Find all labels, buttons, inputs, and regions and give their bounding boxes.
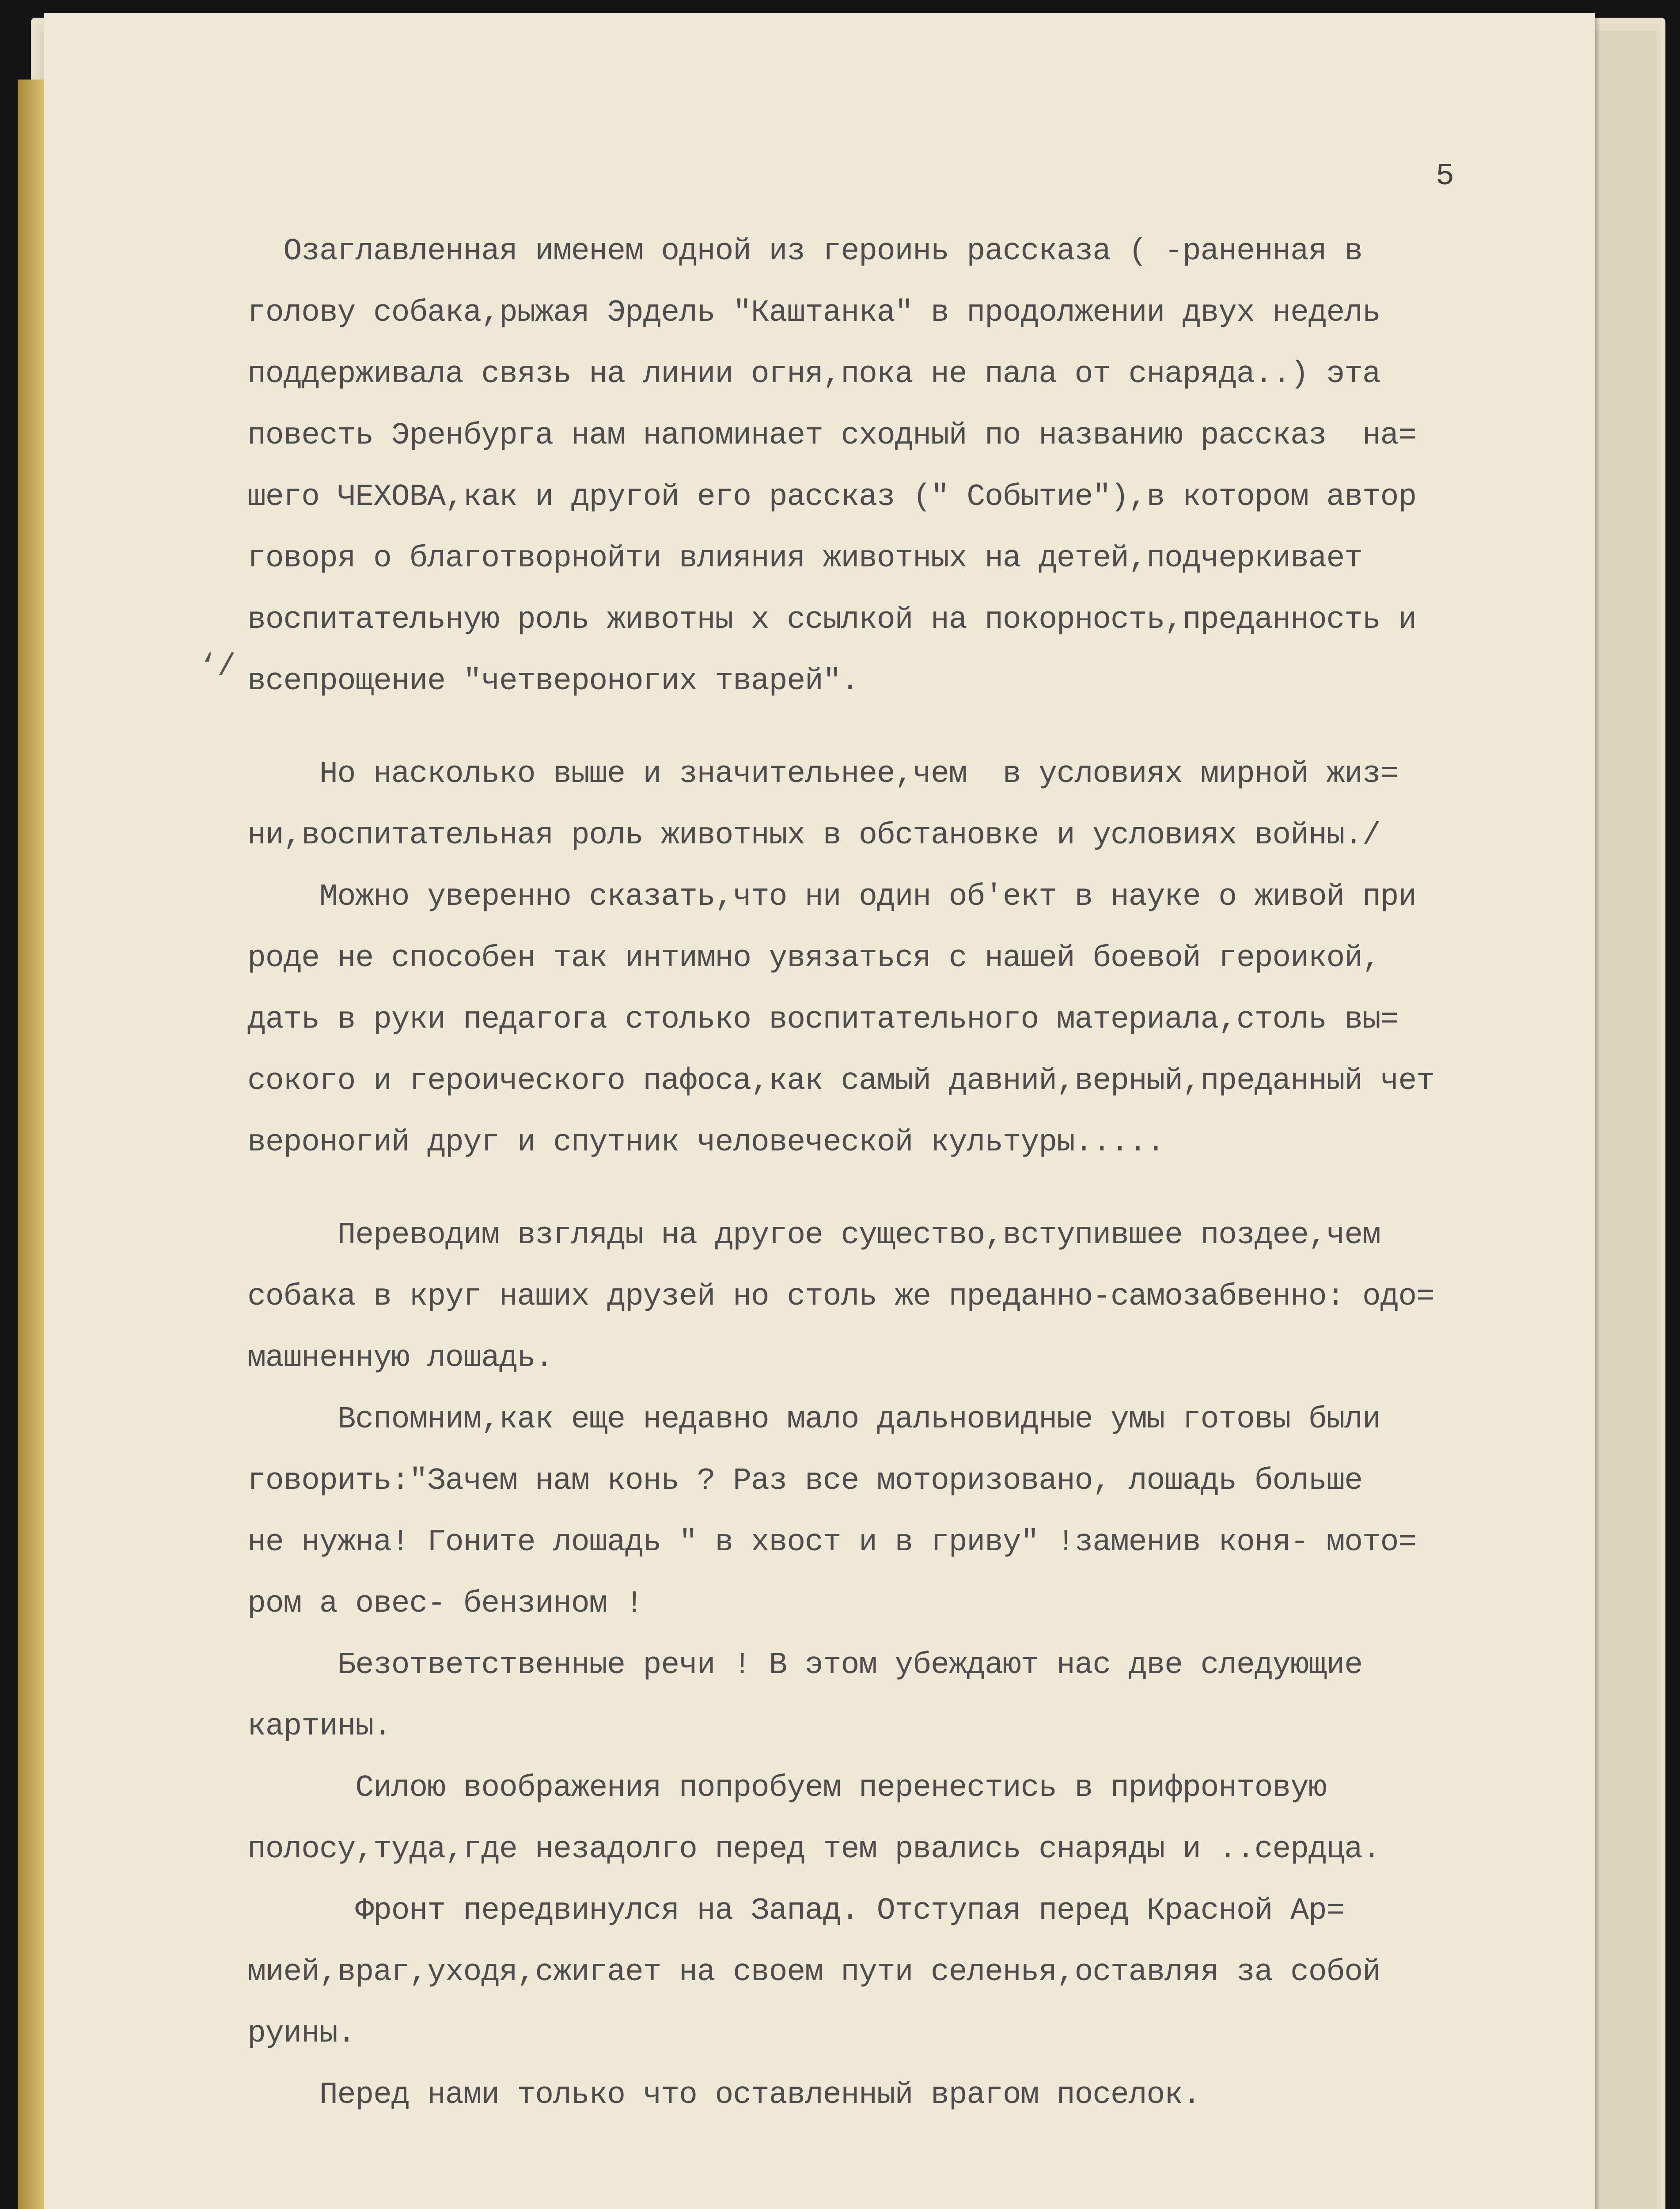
text-line: Переводим взгляды на другое существо,вступившее поздее,чем: [247, 1218, 1380, 1253]
text-line: Можно уверенно сказать,что ни один об'ект в науке о живой при: [247, 880, 1416, 915]
text-line: поддерживала связь на линии огня,пока не пала от снаряда..) эта: [247, 357, 1380, 392]
text-line: машненную лошадь.: [247, 1341, 554, 1376]
text-line: Перед нами только что оставленный врагом поселок.: [247, 2078, 1201, 2113]
text-line: собака в круг наших друзей но столь же преданно-самозабвенно: одо=: [247, 1279, 1434, 1314]
margin-mark: ‘/: [199, 649, 236, 684]
paragraph: [247, 1635, 1586, 1757]
text-line: говорить:"Зачем нам конь ? Раз все моторизовано, лошадь больше: [247, 1464, 1362, 1499]
text-line: мией,враг,уходя,сжигает на своем пути селенья,оставляя за собой: [247, 1955, 1380, 1990]
body-text: [247, 221, 1586, 2126]
text-line: руины.: [247, 2016, 356, 2051]
text-line: сокого и героического пафоса,как самый давний,верный,преданный чет: [247, 1064, 1434, 1099]
paragraph: [247, 1757, 1586, 1880]
text-line: говоря о благотворнойти влияния животных на детей,подчеркивает: [247, 541, 1362, 576]
paragraph: [247, 1880, 1586, 2065]
text-line: Но насколько выше и значительнее,чем в условиях мирной жиз=: [247, 757, 1399, 792]
text-line: Озаглавленная именем одной из героинь рассказа ( -раненная в: [247, 234, 1362, 269]
text-line: роде не способен так интимно увязаться с нашей боевой героикой,: [247, 941, 1380, 976]
paragraph: [247, 1205, 1586, 1389]
text-line: картины.: [247, 1709, 391, 1744]
text-line: Фронт передвинулся на Запад. Отступая перед Красной Ар=: [247, 1894, 1345, 1928]
text-line: голову собака,рыжая Эрдель "Каштанка" в продолжении двух недель: [247, 296, 1380, 330]
paragraph: [247, 2065, 1586, 2126]
text-line: полосу,туда,где незадолго перед тем рвались снаряды и ..сердца.: [247, 1832, 1380, 1867]
text-line: всепрощение "четвероногих тварей".: [247, 664, 859, 699]
text-line: вероногий друг и спутник человеческой культуры.....: [247, 1125, 1165, 1160]
text-line: воспитательную роль животны х ссылкой на покорность,преданность и: [247, 603, 1416, 638]
text-line: повесть Эренбурга нам напоминает сходный по названию рассказ на=: [247, 418, 1416, 453]
text-line: не нужна! Гоните лошадь " в хвост и в гриву" !заменив коня- мото=: [247, 1525, 1416, 1560]
text-line: дать в руки педагога столько воспитательного материала,столь вы=: [247, 1002, 1399, 1037]
paragraph: [247, 866, 1586, 1173]
text-line: Силою воображения попробуем перенестись в прифронтовую: [247, 1771, 1327, 1806]
page-number: 5: [1436, 159, 1455, 194]
text-line: ром а овес- бензином !: [247, 1587, 643, 1621]
text-line: Вспомним,как еще недавно мало дальновидные умы готовы были: [247, 1402, 1380, 1437]
paragraph: [247, 1389, 1586, 1635]
paragraph-gap: [247, 1173, 1586, 1205]
paragraph: [247, 221, 1586, 712]
text-line: шего ЧЕХОВА,как и другой его рассказ (" Событие"),в котором автор: [247, 480, 1416, 515]
paragraph: [247, 744, 1586, 866]
paragraph-gap: [247, 712, 1586, 744]
text-line: ни,воспитательная роль животных в обстановке и условиях войны./: [247, 818, 1380, 853]
text-line: Безответственные речи ! В этом убеждают нас две следующие: [247, 1648, 1362, 1683]
